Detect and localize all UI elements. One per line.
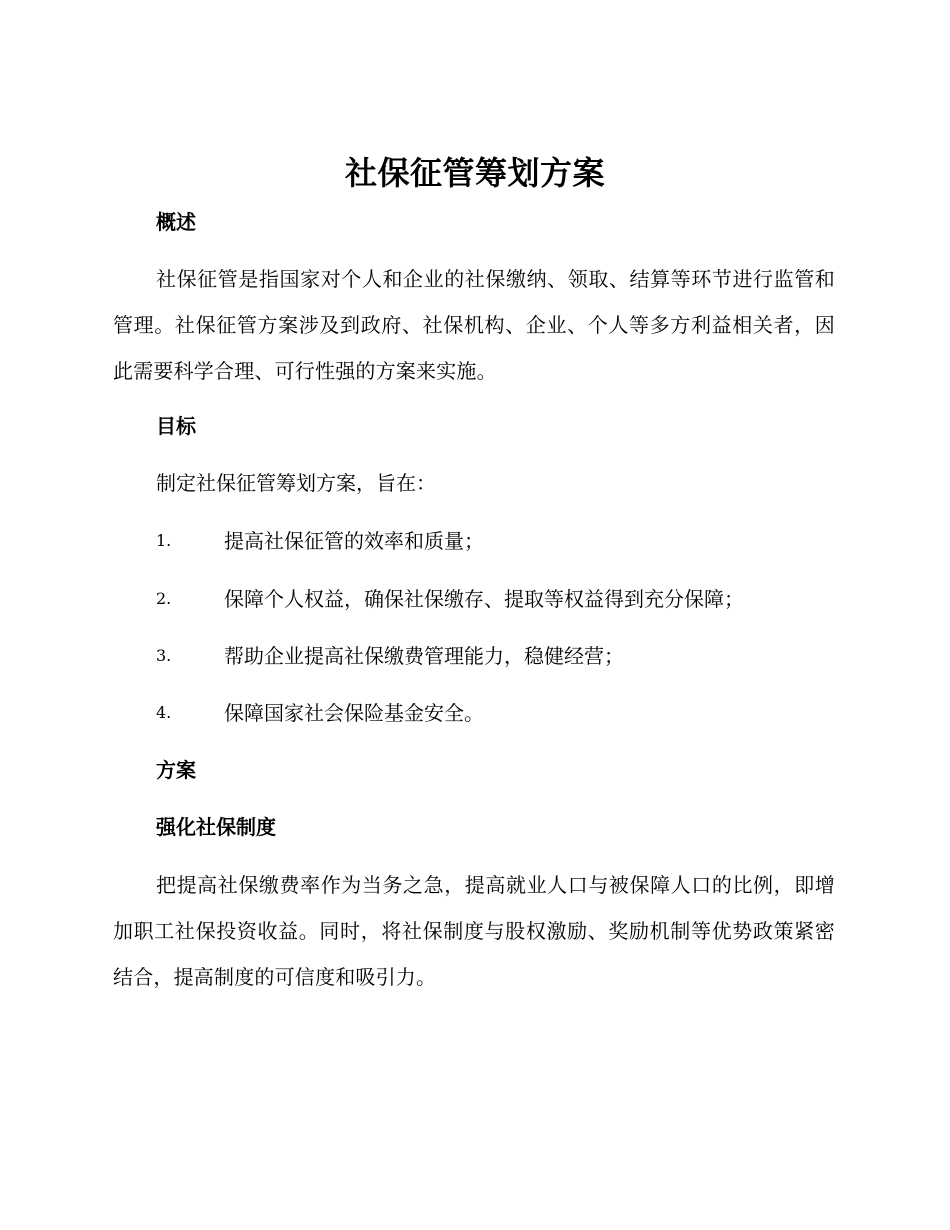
- subsection-heading: 强化社保制度: [156, 815, 276, 839]
- list-item-number: 4.: [156, 703, 172, 722]
- goals-intro: 制定社保征管筹划方案，旨在：: [156, 471, 436, 495]
- list-item-text: 帮助企业提高社保缴费管理能力，稳健经营；: [224, 644, 624, 668]
- list-item-text: 保障个人权益，确保社保缴存、提取等权益得到充分保障；: [224, 587, 744, 611]
- plan-paragraph: 把提高社保缴费率作为当务之急，提高就业人口与被保障人口的比例，即增加职工社保投资收益。同时，将社保制度与股权激励、奖励机制等优势政策紧密结合，提高制度的可信度和吸引力。: [113, 873, 835, 989]
- section-heading-overview: 概述: [156, 210, 196, 234]
- list-item-number: 1.: [156, 531, 172, 550]
- list-item-text: 保障国家社会保险基金安全。: [224, 701, 484, 725]
- list-item-number: 2.: [156, 589, 172, 608]
- section-heading-plan: 方案: [156, 758, 196, 782]
- list-item-number: 3.: [156, 646, 172, 665]
- section-heading-goals: 目标: [156, 414, 196, 438]
- document-title: 社保征管筹划方案: [344, 154, 605, 192]
- list-item-text: 提高社保征管的效率和质量；: [224, 529, 484, 553]
- overview-paragraph: 社保征管是指国家对个人和企业的社保缴纳、领取、结算等环节进行监管和管理。社保征管方案涉及到政府、社保机构、企业、个人等多方利益相关者，因此需要科学合理、可行性强的方案来实施。: [113, 267, 835, 383]
